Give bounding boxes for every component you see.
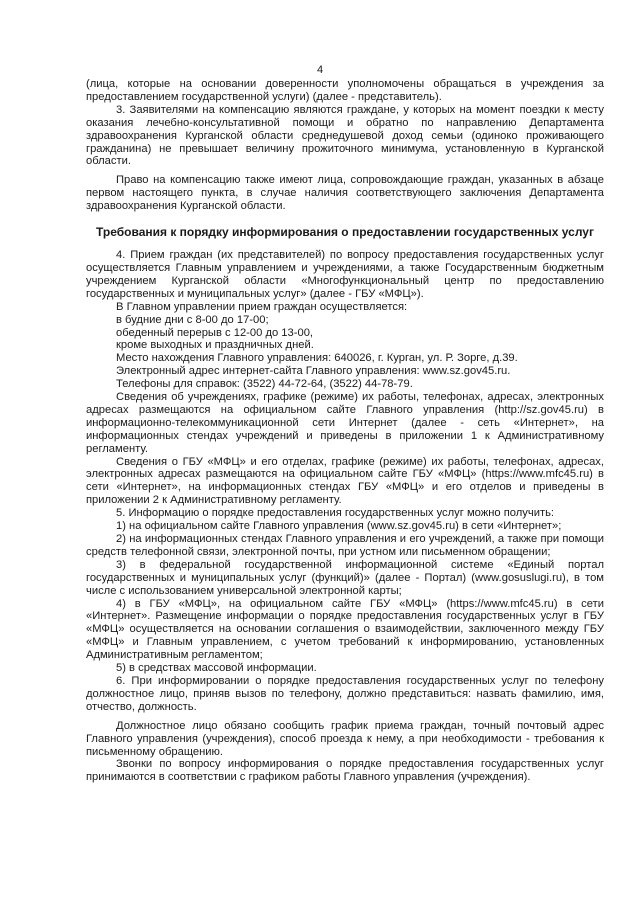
paragraph-clause-4: 4. Прием граждан (их представителей) по вопросу предоставления государственных услуг осуществляется Главным управлением и учреждениями, а также Государственным бюджетным учреждением Курганской области «Многофункциональный центр по предоставлению государственных и муниципальных услуг» (далее - ГБУ «МФЦ»). (86, 249, 604, 300)
paragraph-lunch-break: обеденный перерыв с 12-00 до 13-00, (116, 326, 314, 339)
paragraph-representative-continuation: (лица, которые на основании доверенности уполномочены обращаться в учреждения за предоставлением государственной услуги) (далее - представитель). (86, 78, 604, 103)
list-item-2: 2) на информационных стендах Главного управления и его учреждений, а также при помощи средств телефонной связи, электронной почты, при устном или письменном обращении; (86, 533, 604, 558)
paragraph-clause-6: 6. При информировании о порядке предоставления государственных услуг по телефону должностное лицо, приняв вызов по телефону, должно представиться: назвать фамилию, имя, отчество, должность. (86, 674, 604, 713)
paragraph-website: Электронный адрес интернет-сайта Главного управления: www.sz.gov45.ru. (116, 365, 511, 378)
paragraph-reception-intro: В Главном управлении прием граждан осуществляется: (116, 300, 408, 313)
paragraph-institutions-info: Сведения об учреждениях, графике (режиме) их работы, телефонах, адресах, электронных адресах размещаются на официальном сайте Главного управления (http://sz.gov45.ru) в информационно-телекоммуникационной сети Интернет (далее - сеть «Интернет», на информационных стендах учреждений и приведены в приложении 1 к Административному регламенту. (86, 391, 604, 455)
list-item-4: 4) в ГБУ «МФЦ», на официальном сайте ГБУ «МФЦ» (https://www.mfc45.ru) в сети «Интернет». Размещение информации о порядке предоставления государственных услуг в ГБУ «МФЦ» осуществляется на основании соглашения о взаимодействии, заключенного между ГБУ «МФЦ» и Главным управлением, с учетом требований к информированию, установленных Административным регламентом; (86, 597, 604, 662)
list-item-1: 1) на официальном сайте Главного управления (www.sz.gov45.ru) в сети «Интернет»; (116, 520, 562, 533)
list-item-3: 3) в федеральной государственной информационной системе «Единый портал государственных и муниципальных услуг (функций)» (далее - Портал) (www.gosuslugi.ru), в том числе с использованием универсальной электронной карты; (86, 558, 604, 597)
paragraph-companion-right: Право на компенсацию также имеют лица, сопровождающие граждан, указанных в абзаце первом настоящего пункта, в случае наличия соответствующего заключения Департамента здравоохранения Курганской области. (86, 174, 604, 213)
paragraph-calls: Звонки по вопросу информирования о порядке предоставления государственных услуг принимаются в соответствии с графиком работы Главного управления (учреждения). (86, 758, 604, 784)
paragraph-address: Место нахождения Главного управления: 640026, г. Курган, ул. Р. Зорге, д.39. (116, 352, 518, 365)
paragraph-phones: Телефоны для справок: (3522) 44-72-64, (3522) 44-78-79. (116, 378, 413, 391)
document-body (86, 78, 604, 784)
paragraph-holidays: кроме выходных и праздничных дней. (116, 339, 314, 352)
list-item-5: 5) в средствах массовой информации. (116, 662, 317, 675)
page-number: 4 (316, 64, 324, 76)
paragraph-clause-3: 3. Заявителями на компенсацию являются граждане, у которых на момент поездки к месту оказания лечебно-консультативной помощи и обратно по направлению Департамента здравоохранения Курганской области среднедушевой доход семьи (одиноко проживающего гражданина) не превышает величину прожиточного минимума, установленную в Курганской области. (86, 103, 604, 168)
paragraph-mfc-info: Сведения о ГБУ «МФЦ» и его отделах, графике (режиме) их работы, телефонах, адресах, электронных адресах размещаются на официальном сайте ГБУ «МФЦ» (https://www.mfc45.ru) в сети «Интернет», на информационных стендах ГБУ «МФЦ» и его отделов и приведены в приложении 2 к Административному регламенту. (86, 455, 604, 507)
paragraph-weekdays: в будние дни с 8-00 до 17-00; (116, 313, 269, 326)
paragraph-official-duty: Должностное лицо обязано сообщить график приема граждан, точный почтовый адрес Главного управления (учреждения), способ проезда к нему, а при необходимости - требования к письменному обращению. (86, 719, 604, 758)
paragraph-clause-5: 5. Информацию о порядке предоставления государственных услуг можно получить: (116, 507, 555, 520)
section-heading: Требования к порядку информирования о предоставлении государственных услуг (96, 225, 594, 240)
